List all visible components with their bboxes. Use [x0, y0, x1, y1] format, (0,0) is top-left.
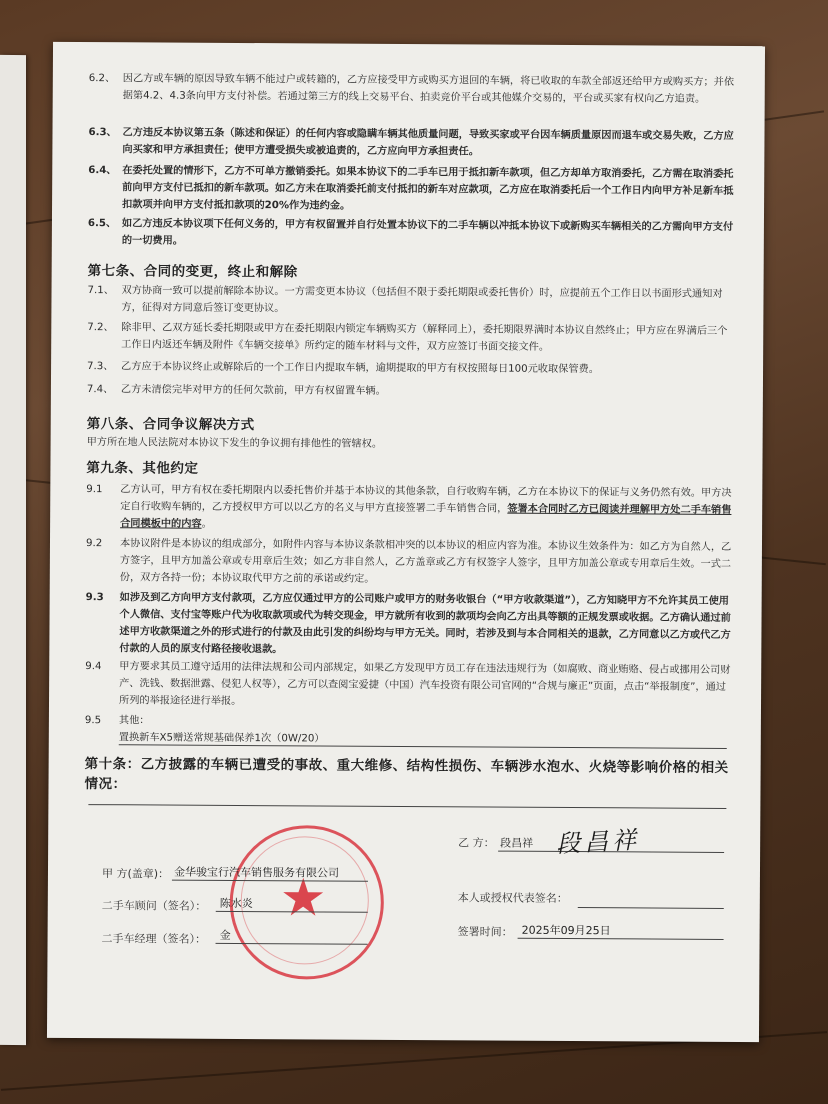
- clause-7-4: 7.4、 乙方未清偿完毕对甲方的任何欠款前，甲方有权留置车辆。: [86, 384, 386, 397]
- clause-9-4: 9.4 甲方要求其员工遵守适用的法律法规和公司内部规定，如果乙方发现甲方员工存在违法违规行为（如腐败、商业贿赂、侵占或挪用公司财产、洗钱、数据泄露、侵犯人权等），乙方可以查阅宝爱捷（中国）汽车投资有限公司官网的“合规与廉正”页面，点击“举报制度”，通过所列的举报途径进行举报。: [85, 661, 731, 707]
- clause-6-4: 6.4、 在委托处置的情形下，乙方不可单方撤销委托。如果本协议下的二手车已用于抵扣新车款项，但乙方却单方取消委托，乙方需在取消委托前向甲方支付已抵扣的新车款项。如乙方未在取消委托前支付抵扣的新车对应款项，乙方应在取消委托后一个工作日内向甲方补足新车抵扣款项并向甲方支付抵扣款项的20%作为违约金。: [88, 165, 734, 212]
- party-b-label: 乙 方：: [458, 836, 495, 850]
- clause-9-3: 9.3 如涉及到乙方向甲方支付款项，乙方应仅通过甲方的公司账户或甲方的财务收银台（“甲方收款渠道”），乙方知晓甲方不允许其员工使用个人微信、支付宝等账户代为收取款项或代为转交现金，甲方就所有收到的款项均会向乙方出具等额的正规发票或收据。乙方确认通过前述甲方收款渠道之外的形式进行的付款及由此引发的纠纷均与甲方无关。同时，若涉及到与本合同相关的退款，乙方同意以乙方或代乙方付款的人员的原支付路径接收退款。: [85, 592, 731, 656]
- clause-9-1: 9.1 乙方认可，甲方有权在委托期限内以委托售价并基于本协议的其他条款，自行收购车辆，乙方在本协议下的保证与义务仍然有效。甲方决定自行收购车辆的，乙方授权甲方可以以乙方的名义与甲方直接签署二手车销售合同，签署本合同时乙方已阅读并理解甲方处二手车销售合同模板中的内容。: [86, 484, 732, 530]
- section-8-heading: 第八条、合同争议解决方式: [86, 416, 255, 434]
- clause-7-1: 7.1、 双方协商一致可以提前解除本协议。一方需变更本协议（包括但不限于委托期限或委托售价）时，应提前五个工作日以书面形式通知对方，征得对方同意后签订变更协议。: [87, 285, 723, 315]
- party-a-value: 金华骏宝行汽车销售服务有限公司: [173, 865, 340, 880]
- clause-7-3: 7.3、 乙方应于本协议终止或解除后的一个工作日内提取车辆，逾期提取的甲方有权按照每日100元收取保管费。: [87, 361, 599, 376]
- party-b-value: 段昌祥: [500, 836, 534, 850]
- clause-9-2: 9.2 本协议附件是本协议的组成部分，如附件内容与本协议条款相冲突的以本协议的相应内容为准。本协议生效条件为：如乙方为自然人，乙方签字，且甲方加盖公章或专用章后生效；如乙方非自然人，乙方盖章或乙方有权签字人签字，且甲方加盖公章或专用章后生效。一式二份，双方各持一份；本协议取代甲方之前的承诺或约定。: [85, 538, 732, 585]
- sign-time-line: [518, 938, 724, 940]
- clause-6-2: 6.2、 因乙方或车辆的原因导致车辆不能过户或转籍的，乙方应接受甲方或购买方退回的车辆，将已收取的车款全部返还给甲方或购买方；并依据第4.2、4.3条向甲方支付补偿。若通过第三方的线上交易平台、拍卖竞价平台或其他媒介交易的，平台或买家有权向乙方追责。: [88, 73, 735, 105]
- manager-label: 二手车经理（签名）：: [101, 932, 207, 946]
- section-8-text: 甲方所在地人民法院对本协议下发生的争议拥有排他性的管辖权。: [86, 437, 383, 450]
- clause-6-3: 6.3、 乙方违反本协议第五条（陈述和保证）的任何内容或隐瞒车辆其他质量问题，导致买家或平台因车辆质量原因而退车或交易失败，乙方应向买家和甲方承担责任；使甲方遭受损失或被追责的，乙方应向甲方承担责任。: [88, 127, 734, 158]
- contract-page: [47, 42, 765, 1042]
- adjacent-page: [0, 55, 26, 1045]
- handwritten-signature: 段昌祥: [555, 825, 641, 859]
- clause-9-5-value: 置换新车X5赠送常规基础保养1次（0W/20）: [118, 732, 325, 745]
- consultant-value: 陈水炎: [219, 896, 253, 911]
- clause-7-2: 7.2、 除非甲、乙双方延长委托期限或甲方在委托期限内锁定车辆购买方（解释同上），委托期限界满时本协议自然终止；甲方应在界满后三个工作日内返还车辆及附件《车辆交接单》所约定的随车材料与文件，双方应签订书面交接文件。: [87, 322, 728, 353]
- rep-signature-label: 本人或授权代表签名：: [457, 891, 568, 905]
- sign-time-label: 签署时间：: [457, 925, 513, 939]
- manager-value: 金: [219, 928, 231, 942]
- rep-signature-line: [578, 907, 724, 909]
- clause-9-5: 9.5 其他：: [84, 715, 150, 727]
- section-10-heading: 第十条：乙方披露的车辆已遭受的事故、重大维修、结构性损伤、车辆涉水泡水、火烧等影响价格的相关 情况：: [84, 756, 729, 793]
- consultant-label: 二手车顾问（签名）：: [101, 899, 207, 913]
- disclosure-line: [88, 804, 726, 809]
- sign-time-value: 2025年09月25日: [521, 923, 611, 938]
- section-9-heading: 第九条、其他约定: [86, 460, 199, 477]
- clause-6-5: 6.5、 如乙方违反本协议项下任何义务的，甲方有权留置并自行处置本协议下的二手车辆以冲抵本协议下或新购买车辆相关的乙方需向甲方支付的一切费用。: [87, 218, 734, 247]
- star-icon: ★: [279, 868, 327, 929]
- party-a-label: 甲 方(盖章)：: [101, 867, 170, 881]
- section-7-heading: 第七条、合同的变更，终止和解除: [87, 263, 298, 281]
